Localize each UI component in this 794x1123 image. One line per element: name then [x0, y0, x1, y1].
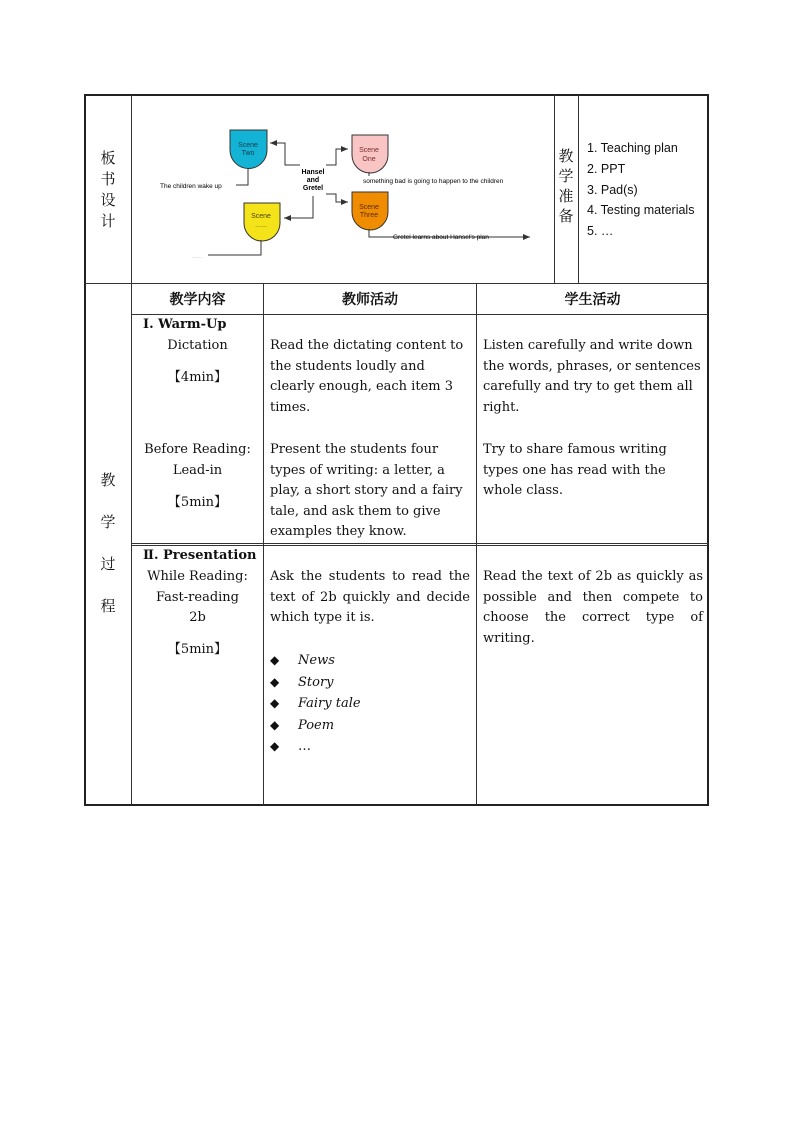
list-item: ◆ … — [270, 736, 470, 758]
header-teaching-content: 教学内容 — [169, 292, 226, 308]
step-time: 【5min】 — [167, 495, 228, 510]
scene-two-label: Scene — [238, 142, 258, 149]
divider — [263, 283, 264, 805]
diamond-bullet-icon: ◆ — [270, 674, 280, 689]
step-name: Before Reading: — [144, 442, 251, 457]
note-scene-one: something bad is going to happen to the children — [363, 178, 504, 185]
diamond-bullet-icon: ◆ — [270, 717, 280, 732]
prep-item: 4. Testing materials — [587, 203, 695, 218]
scene-three-shape — [352, 192, 388, 230]
note-scene-four: …… — [192, 254, 202, 260]
diamond-bullet-icon: ◆ — [270, 739, 280, 753]
divider — [131, 543, 708, 544]
writing-type-list — [270, 650, 470, 758]
connector-center-scene-two — [270, 143, 300, 165]
connector-center-scene-four — [284, 196, 313, 218]
scene-one-label: Scene — [359, 147, 379, 154]
step-time: 【4min】 — [167, 370, 228, 385]
teaching-prep-label: 教 学 准 备 — [558, 147, 574, 225]
diamond-bullet-icon: ◆ — [270, 653, 280, 667]
header-student-activity: 学生活动 — [564, 292, 621, 308]
step-time: 【5min】 — [167, 642, 228, 657]
student-activity: Listen carefully and write down the words, phrases, or sentences carefully and try to get them all right. — [483, 338, 701, 415]
teacher-activity: Present the students four types of writing: a letter, a play, a short story and a fairy tale, and ask them to give examples they know. — [270, 442, 463, 539]
header-teacher-activity: 教师活动 — [342, 292, 398, 308]
scene-one-label: One — [362, 156, 376, 163]
prep-item: 1. Teaching plan — [587, 141, 678, 155]
diamond-bullet-icon: ◆ — [270, 696, 280, 710]
prep-item: 2. PPT — [587, 161, 626, 176]
list-item: ◆ Fairy tale — [270, 693, 470, 715]
teaching-process-label: 教 学 过 程 — [100, 471, 116, 615]
note-scene-three: Gretel learns about Hansel's plan — [393, 234, 489, 241]
section-title: Ⅱ. Presentation — [143, 548, 257, 563]
list-item: ◆ Story — [270, 672, 470, 694]
scene-three-label: Scene — [359, 204, 379, 211]
list-item: ◆ News — [270, 650, 470, 672]
list-item: ◆ Poem — [270, 715, 470, 737]
scene-four-shape — [244, 203, 280, 241]
step-name: Lead-in — [172, 463, 223, 478]
board-design-label: 板 书 设 计 — [100, 149, 116, 230]
step-name: 2b — [189, 610, 206, 625]
scene-two-label: Two — [241, 150, 255, 157]
teacher-activity: Ask the students to read the text of 2b quickly and decide which type it is. — [270, 569, 470, 625]
board-diagram — [140, 110, 550, 270]
teaching-prep-list — [587, 138, 694, 242]
scene-four-label: …… — [255, 223, 267, 229]
center-topic: Hansel — [301, 169, 325, 176]
connector-center-scene-three — [326, 194, 348, 202]
student-activity: Read the text of 2b as quickly as possible and then compete to choose the correct type of writing. — [483, 569, 703, 646]
divider — [476, 283, 477, 805]
step-name: While Reading: — [147, 569, 248, 584]
divider — [578, 95, 579, 283]
divider — [85, 283, 708, 284]
prep-item: 5. … — [587, 224, 614, 239]
connector-note-four — [208, 240, 261, 255]
step-name: Dictation — [167, 338, 228, 353]
teacher-activity: Read the dictating content to the students loudly and clearly enough, each item 3 times. — [270, 338, 464, 415]
note-scene-two: The children wake up — [160, 183, 222, 190]
connector-note-two — [236, 168, 248, 185]
scene-one-shape — [352, 135, 388, 173]
section-title: Ⅰ. Warm-Up — [143, 317, 227, 332]
center-topic: Gretel — [302, 185, 324, 192]
connector-center-scene-one — [326, 149, 348, 165]
step-name: Fast-reading — [155, 590, 239, 605]
scene-four-label: Scene — [251, 213, 271, 220]
scene-three-label: Three — [359, 212, 379, 219]
divider — [554, 95, 555, 283]
student-activity: Try to share famous writing types one has read with the whole class. — [483, 442, 667, 498]
prep-item: 3. Pad(s) — [587, 182, 638, 197]
center-topic: and — [306, 177, 320, 184]
